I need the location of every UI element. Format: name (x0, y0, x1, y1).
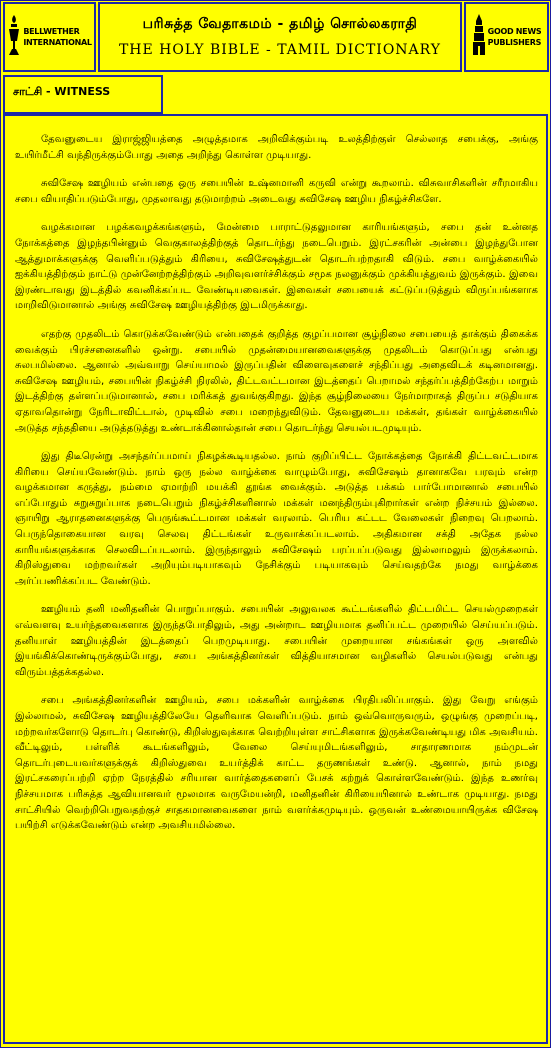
paragraph-1: தேவனுடைய இராஜ்ஜியத்தை அழுத்தமாக அறிவிக்கும்படி உலத்திற்குள் செல்லாத சபைக்கு, அங்கு உயிர்மீட்சி வந்திருக்கும்போது அதை அறிந்து கொள்ள முடியாது. (15, 134, 538, 161)
paragraph-2: சுவிசேஷ ஊழியம் என்பதை ஒரு சபையின் உஷ்னமானி கருவி என்று கூறலாம். விசுவாசிகளின் சரீரமாகிய சபை வியாதிப்படும்போது, முதலாவது தடுமாற்றம் அடைவது சுவிசேஷ ஊழிய நிகழ்ச்சிகளே. (15, 178, 538, 205)
bellwether-logo-box (3, 2, 96, 72)
bellwether-lamp-icon (7, 13, 21, 61)
title-english: THE HOLY BIBLE - TAMIL DICTIONARY (118, 42, 442, 58)
paragraph-7: சபை அங்கத்தினர்களின் ஊழியம், சபை மக்களின் வாழ்க்கை பிரதிபலிப்பாகும். இது வேறு எங்கும் இல்லாமல், சுவிசேஷ ஊழியத்திலேயே தெளிவாக வெளிப்படும். நாம் ஒவ்வொருவரும், ஒழுங்கு முறைப்படி, மற்றவர்களோடு தொடர்பு கொண்டு, கிறிஸ்துவுக்காக வெற்றியுள்ள சாட்சிகளாக இருக்கவேண்டியது மிக அவசியம். வீட்டிலும், பள்ளிக் கூடங்களிலும், வேலை செய்யுமிடங்களிலும், சாதாரணமாக நம்முடன் தொடர்புடையவர்களுக்குக் கிறிஸ்துவை உயர்த்திக் காட்ட தருணங்கள் உண்டு. ஆனால், நாம் நமது இரட்சகரைப்பற்றி ஏற்ற நேரத்தில் சரியான வார்த்தைகளைப் பேசக் கற்றுக் கொள்ளவேண்டும். இந்த உணர்வு நிச்சயமாக பரிசுத்த ஆவியானவர் மூலமாக வருமேயன்றி, மனிதனின் கிரியையினால் உண்டாக முடியாது. நமது சாட்சியில் வெற்றிபெறுவதற்குச் சாதகமானவைகளை நாம் வளர்க்கமுடியும். ஒருவன் உண்மையாயிருக்க விசேஷ பயிற்சி எடுக்கவேண்டும் என்ற அவசியமில்லை. (15, 695, 538, 832)
good-news-tower-icon (472, 13, 486, 61)
good-news-logo-text: GOOD NEWS PUBLISHERS (487, 27, 542, 47)
paragraph-5: இது திடீரென்று அசந்தர்ப்பமாய் நிகழக்கூடியதல்ல. நாம் குறிப்பிட்ட நோக்கத்தை நோக்கி திட்டவட்டமாக கிரியை செய்யவேண்டும். நாம் ஒரு நல்ல வாழ்க்கை வாழும்போது, சுவிசேஷம் தானாகவே பரவும் என்ற வழக்கமான கருத்து, நம்மை ஏமாற்றி மயக்கி தூங்க வைக்கும். அடுத்த பக்கம் பார்போமானால் சபையில் எப்போதும் சுறுசுறுப்பாக நடைபெறும் நிகழ்ச்சிகளினால் மக்கள் மனந்திரும்புகிறார்கள் என்ற நிச்சயம் இல்லை. ஞாயிறு ஆராதனைகளுக்கு பெருங்கூட்டமான மக்கள் வரலாம். பெரிய கட்டட வேலைகள் நிறைவு பெறலாம். பெருந்தொகையான வரவு செலவு திட்டங்கள் உருவாக்கப்படலாம். அதிகமான சக்தி அதேக நல்ல காரியங்களுக்காக செலவிடப்படலாம். இருந்தாலும் சுவிசேஷம் பரப்பப்படுவது இல்லாமலும் இருக்கலாம். கிறிஸ்துவை மற்றவர்கள் அறியும்படியாகவும் நேசிக்கும் படியாகவும் செய்வதற்கே நமது வாழ்க்கை அர்ப்பணிக்கப்பட வேண்டும். (15, 451, 538, 587)
paragraph-6: ஊழியம் தனி மனிதனின் பொறுப்பாகும். சபையின் அலுவலக கூட்டங்களில் திட்டமிட்ட செயல்முறைகள் எவ்வளவு உயர்ந்தவைகளாக இருந்தபோதிலும், அது அன்றாட ஊழியமாக தனிப்பட்ட முறையில் செய்யப்படும். தனியாள் ஊழியத்தின் இடத்தைப் பெறமுடியாது. சபையின் முறையான சங்கங்கள் ஒரு அளவில் இயங்கிக்கொண்டிருக்கும்போது, சபை அங்கத்தினர்கள் வித்தியாசமான வழிகளில் செயல்படுவது என்பது விரும்பத்தக்கதல்ல. (15, 604, 538, 678)
paragraph-4: எதற்கு முதலிடம் கொடுக்கவேண்டும் என்பதைக் குறித்த குழப்பமான சூழ்நிலை சபையைத் தாக்கும் திகைக்க வைக்கும் பிரச்சனைகளில் ஒன்று. சபையில் முதன்மையானவைகளுக்கு முதலிடம் கொடுப்பது என்பது சுலபமில்லை. ஆனால் அவ்வாறு செய்யாமல் இருப்பதின் விளைவுகளைச் சந்திப்பது அதைவிடக் கடினமானது. சுவிசேஷ ஊழியம், சபையின் நிகழ்ச்சி நிரலில், திட்டவட்டமான இடத்தைப் பெறாமல் சந்தர்ப்பத்திற்கேற்ப மாறும் இடத்திற்கு தள்ளப்படுமானால், சபை மரிக்கத் துவங்குகிறது. இந்த சூழ்நிலையை நேர்மாறாகத் திருப்ப சடுதியாக ஏதாவதொன்று நேரிடாவிட்டால், முடிவில் சபை மறைந்துவிடும். தேவனுடைய மக்கள், தங்கள் வாழ்க்கையில் அடுத்த சந்ததியை அடுத்தடுத்து உண்டாக்கினால்தான் சபை தொடர்ந்து செயல்படமுடியும். (15, 328, 538, 434)
entry-heading-box (3, 75, 163, 114)
paragraph-3: வழக்கமான பழக்கவழக்கங்களும், மேன்மை பாராட்டுதலுமான காரியங்களும், சபை தன் உன்னத நோக்கத்தை இழந்தபின்னும் வெகுகாலத்திற்குத் தொடர்ந்து நடைபெறும். இரட்சகரின் அன்பை இழந்துபோன ஆத்துமாக்களுக்கு வெளிப்படுத்தும் கிரியை, சுவிசேஷத்துடன் தொடர்பற்றதாகி விடும். சபை வாழ்க்கையில் ஐக்கியத்திற்கும் நாட்டு முன்னேற்றத்திற்கும் அறிவுவளர்ச்சிக்கும் சமூக நலனுக்கும் முக்கியத்துவம் இருக்கும். இவை இரண்டாவது இடத்தில் கவனிக்கப்பட வேண்டியவைகள். இவைகள் சபையைக் கட்டுப்படுத்தும் விருப்பங்களாக மாறிவிடுமானால் அங்கு சுவிசேஷ ஊழியத்திற்கு இடமிருக்காது. (15, 222, 538, 312)
dictionary-title-box (98, 2, 462, 72)
title-tamil: பரிசுத்த வேதாகமம் - தமிழ் சொல்லகராதி (142, 16, 418, 32)
entry-body (3, 114, 548, 1044)
good-news-logo-box (464, 2, 549, 72)
entry-heading: சாட்சி - WITNESS (13, 85, 111, 98)
bellwether-logo-text: BELLWETHER INTERNATIONAL (23, 27, 92, 47)
